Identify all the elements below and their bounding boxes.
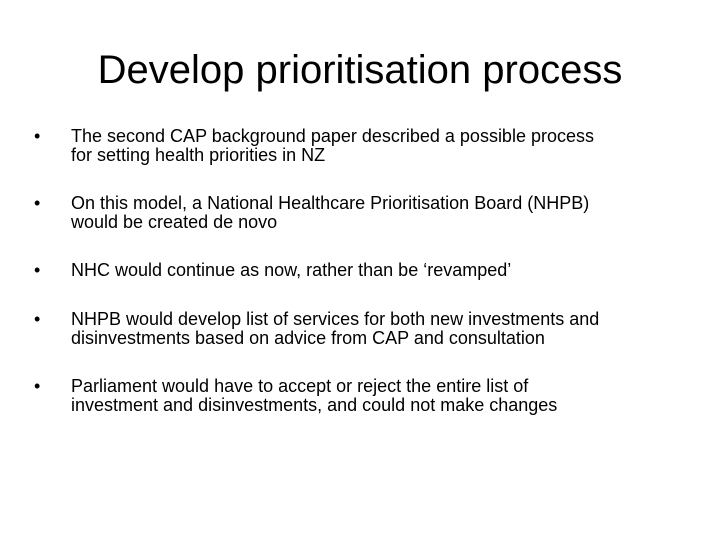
bullet-item [34, 194, 694, 232]
bullet-marker: • [34, 260, 41, 280]
bullet-item [34, 261, 694, 280]
bullet-text-line: investment and disinvestments, and could not make changes [71, 395, 558, 415]
bullet-list [34, 127, 694, 444]
bullet-text-line: NHPB would develop list of services for both new investments and [71, 309, 600, 329]
bullet-item [34, 127, 694, 165]
bullet-text-line: NHC would continue as now, rather than be ‘revamped’ [71, 260, 512, 280]
bullet-item [34, 310, 694, 348]
bullet-marker: • [34, 193, 41, 213]
bullet-marker: • [34, 376, 41, 396]
bullet-text-line: The second CAP background paper described a possible process [71, 126, 594, 146]
bullet-text-line: would be created de novo [71, 212, 278, 232]
bullet-text-line: disinvestments based on advice from CAP and consultation [71, 328, 545, 348]
slide-title: Develop prioritisation process [97, 48, 623, 92]
bullet-marker: • [34, 126, 41, 146]
bullet-text-line: On this model, a National Healthcare Prioritisation Board (NHPB) [71, 193, 590, 213]
bullet-text-line: Parliament would have to accept or reject the entire list of [71, 376, 529, 396]
bullet-item [34, 377, 694, 415]
bullet-marker: • [34, 309, 41, 329]
bullet-text-line: for setting health priorities in NZ [71, 145, 326, 165]
